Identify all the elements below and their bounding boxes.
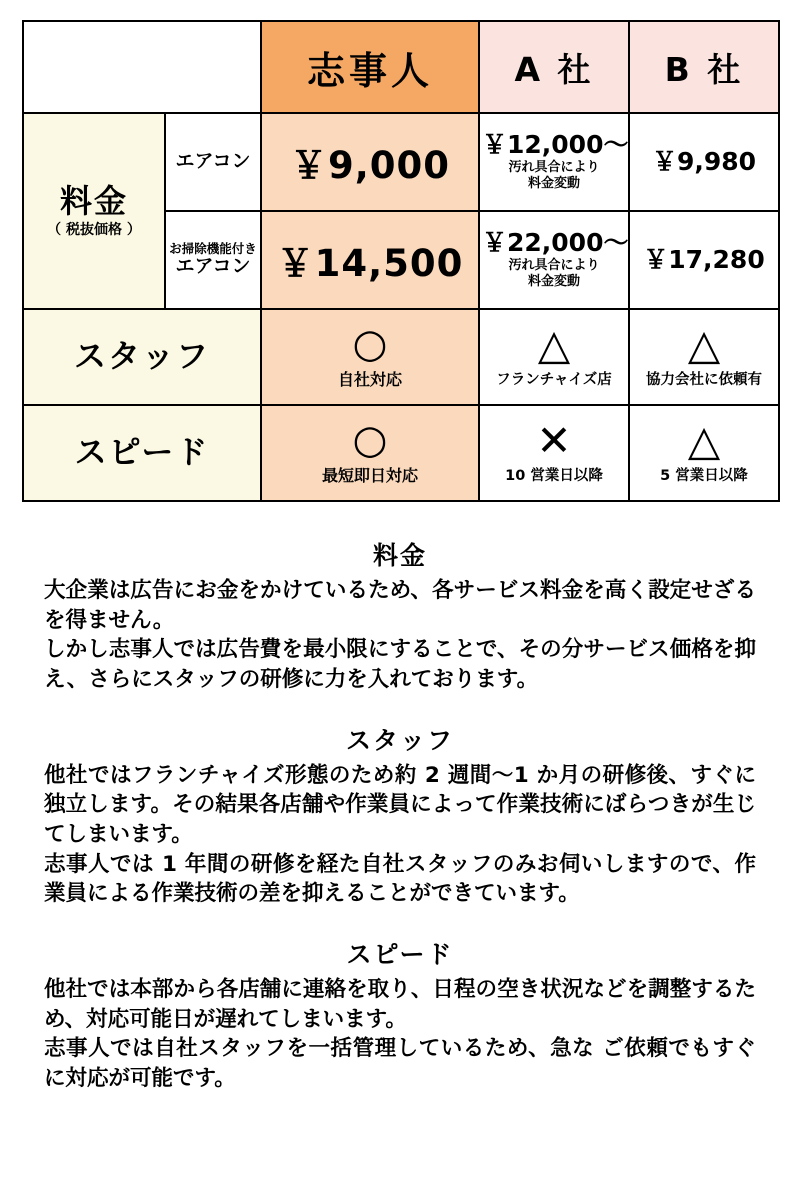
sublabel-aircon-selfclean-main: エアコン xyxy=(175,255,251,278)
row-label-price-sub: （ 税抜価格 ） xyxy=(47,221,141,238)
section-speed-paragraph: 志事人では自社スタッフを一括管理しているため、急な ご依頼でもすぐに対応が可能です。 xyxy=(44,1036,756,1091)
cell-b-price-aircon-value: ￥9,980 xyxy=(651,146,757,176)
cell-b-staff-caption: 協力会社に依頼有 xyxy=(646,372,762,389)
section-speed-paragraph: 他社では本部から各店舗に連絡を取り、日程の空き状況などを調整するため、対応可能日が遅れてしまいます。 xyxy=(44,976,756,1032)
triangle-icon: △ xyxy=(687,415,721,465)
cell-a-price-aircon xyxy=(479,113,629,211)
cell-a-price-aircon-note: 汚れ具合により 料金変動 xyxy=(508,159,600,192)
triangle-icon: △ xyxy=(537,319,571,369)
cross-icon: ✕ xyxy=(536,415,572,465)
cell-a-price-selfclean xyxy=(479,211,629,309)
cell-own-staff-caption: 自社対応 xyxy=(337,369,402,389)
comparison-table-container xyxy=(0,0,800,502)
cell-a-speed xyxy=(479,405,629,501)
header-company-a: A 社 xyxy=(479,21,629,113)
cell-a-staff-caption: フランチャイズ店 xyxy=(496,372,612,389)
header-blank-cell xyxy=(23,21,261,113)
cell-a-staff xyxy=(479,309,629,405)
sublabel-aircon-selfclean-tiny: お掃除機能付き xyxy=(169,240,257,256)
row-label-staff: スタッフ xyxy=(23,309,261,405)
table-row xyxy=(23,113,779,211)
cell-b-price-aircon xyxy=(629,113,779,211)
header-own-company: 志事人 xyxy=(261,21,479,113)
table-row xyxy=(23,405,779,501)
cell-a-speed-caption: 10 営業日以降 xyxy=(505,468,603,485)
section-speed-title: スピード xyxy=(346,939,454,969)
cell-b-price-selfclean-value: ￥17,280 xyxy=(643,244,765,274)
section-staff-body xyxy=(44,761,756,909)
circle-icon: ○ xyxy=(352,416,388,463)
section-staff-paragraph: 他社ではフランチャイズ形態のため約 2 週間〜1 か月の研修後、すぐに独立します。その結果各店舗や作業員によって作業技術にばらつきが生じてしまいます。 xyxy=(44,762,756,847)
section-price-body xyxy=(44,576,756,695)
circle-icon: ○ xyxy=(352,320,388,367)
section-staff xyxy=(44,721,756,909)
section-price-paragraph: 大企業は広告にお金をかけているため、各サービス料金を高く設定せざるを得ません。 xyxy=(44,578,756,633)
triangle-icon: △ xyxy=(687,319,721,369)
cell-b-staff xyxy=(629,309,779,405)
row-label-price-main: 料金 xyxy=(59,181,128,220)
sublabel-aircon: エアコン xyxy=(165,113,261,211)
section-staff-paragraph: 志事人では 1 年間の研修を経た自社スタッフのみお伺いしますので、作業員による作業技術の差を抑えることができています。 xyxy=(44,851,756,907)
section-divider xyxy=(44,909,756,935)
cell-b-speed xyxy=(629,405,779,501)
description-sections xyxy=(0,502,800,1094)
cell-own-speed xyxy=(261,405,479,501)
cell-own-speed-caption: 最短即日対応 xyxy=(321,465,418,485)
section-speed-body xyxy=(44,975,756,1094)
comparison-table xyxy=(22,20,780,502)
table-header-row xyxy=(23,21,779,113)
section-price xyxy=(44,536,756,695)
cell-b-speed-caption: 5 営業日以降 xyxy=(660,468,748,485)
section-divider xyxy=(44,695,756,721)
section-speed xyxy=(44,935,756,1094)
cell-a-price-selfclean-note: 汚れ具合により 料金変動 xyxy=(508,257,600,290)
cell-own-price-aircon: ￥9,000 xyxy=(261,113,479,211)
cell-a-price-aircon-value: ￥12,000〜 xyxy=(482,129,629,159)
cell-own-staff xyxy=(261,309,479,405)
section-price-paragraph: しかし志事人では広告費を最小限にすることで、その分サービス価格を抑え、さらにスタッフの研修に力を入れております。 xyxy=(44,637,756,692)
section-staff-title: スタッフ xyxy=(345,725,454,755)
header-company-b: B 社 xyxy=(629,21,779,113)
cell-a-price-selfclean-value: ￥22,000〜 xyxy=(482,227,629,257)
sublabel-aircon-selfclean xyxy=(165,211,261,309)
table-row xyxy=(23,309,779,405)
cell-b-price-selfclean xyxy=(629,211,779,309)
cell-own-price-selfclean: ￥14,500 xyxy=(261,211,479,309)
row-label-price xyxy=(23,113,165,309)
row-label-speed: スピード xyxy=(23,405,261,501)
section-price-title: 料金 xyxy=(372,541,427,570)
